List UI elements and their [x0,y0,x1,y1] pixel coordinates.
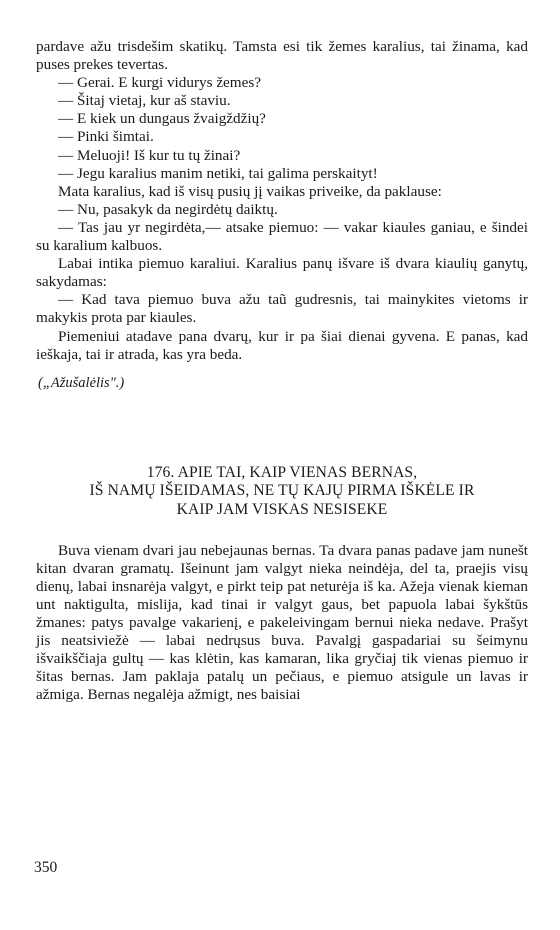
dialogue-line: — Kad tava piemuo buva ažu taũ gudresnis, tai mainykites vietoms ir makykis prota par kiaules. [36,291,528,327]
dialogue-line: — Jegu karalius manim netiki, tai galima perskaityt! [58,164,378,182]
book-page [36,38,528,704]
page-number: 350 [34,859,58,876]
heading-line: IŠ NAMŲ IŠEIDAMAS, NE TŲ KAJŲ PIRMA IŠKĖLE IR [89,482,475,500]
story-heading [36,464,528,520]
dialogue-line: — Pinki šimtai. [58,128,154,146]
heading-line: KAIP JAM VISKAS NESISEKE [176,500,388,518]
dialogue-line: — E kiek un dungaus žvaigždžių? [58,110,266,128]
dialogue-line: — Šitaj vietaj, kur aš staviu. [58,92,231,110]
paragraph-continuation: pardave ažu trisdešim skatikų. Tamsta esi tik žemes karalius, tai žinama, kad puses prekes tevertas. [36,38,528,74]
dialogue-line: — Nu, pasakyk da negirdėtų daiktų. [58,200,278,218]
dialogue-line: — Meluoji! Iš kur tu tų žinai? [58,146,241,164]
dialogue-line: — Gerai. E kurgi vidurys žemes? [58,74,262,92]
paragraph: Piemeniui atadave pana dvarų, kur ir pa šiai dienai gyvena. E panas, kad ieškaja, tai ir atrada, kas yra beda. [36,327,528,363]
heading-line: 176. APIE TAI, KAIP VIENAS BERNAS, [146,463,418,481]
dialogue-line: — Tas jau yr negirdėta,— atsake piemuo: — vakar kiaules ganiau, e šindei su karalium kalbuos. [36,218,528,255]
paragraph: Mata karalius, kad iš visų pusių jį vaikas priveike, da paklause: [58,182,442,200]
paragraph: Labai intika piemuo karaliui. Karalius panų išvare iš dvara kiaulių ganytų, sakydamas: [36,255,528,291]
story-paragraph: Buva vienam dvari jau nebejaunas bernas. Ta dvara panas padave jam nunešt kitan dvaran gramatų. Išeinunt jam valgyt nieka neindėja, del ta, praejis visų dienų, labai insnarėja valgyt, e pirkt teip pat neturėja iš ka. Ažeja vienak kieman unt naktigulta, mislija, kad tinai ir valgyt gaus, bet papuola labai šykštūs žmanes: patys pavalge vakarienį, e pakeleivingam bernui nieka nedave. Prašyt jis neatsiviežė — labai nedrųsus buva. Pavalgį gaspadariai su šeimynu išvaikščiaja gultų — kas klėtin, kas kamaran, lika gryčiaj tik vienas piemuo ir šitas bernas. Jam paklaja patalų un pečiaus, e piemuo atsigule un lavas ir ažmiga. Bernas negalėja ažmigt, nes baisiai [36,541,528,704]
source-citation: („Ažušalėlis".) [38,374,125,391]
